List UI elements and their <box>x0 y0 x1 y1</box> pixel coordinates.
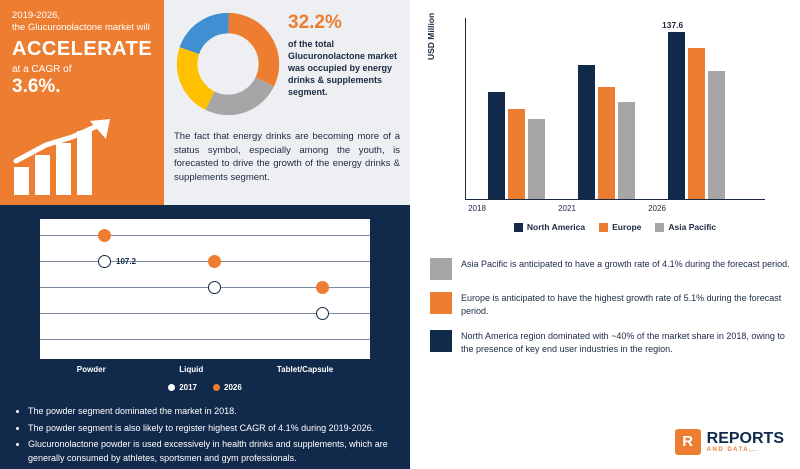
cagr-label: at a CAGR of <box>12 64 72 75</box>
bar-x-tick: 2018 <box>468 204 486 213</box>
legend-swatch-icon <box>599 223 608 232</box>
legend-dot-icon <box>213 384 220 391</box>
segment-share-percent: 32.2% <box>288 12 342 33</box>
legend-label: 2026 <box>224 383 242 392</box>
logo-mark-icon: R <box>675 429 701 455</box>
legend-dot-icon <box>168 384 175 391</box>
dot-2026-tablet <box>316 281 329 294</box>
bar-asia-pacific <box>528 119 545 199</box>
cagr-accelerate-word: ACCELERATE <box>12 38 153 60</box>
bar-chart-y-axis-label: USD Million <box>426 12 436 60</box>
bar-asia-pacific <box>708 71 725 199</box>
bar-asia-pacific <box>618 102 635 199</box>
bar-value-label: 137.6 <box>662 20 684 30</box>
cagr-value: 3.6%. <box>12 76 61 97</box>
logo-tagline: AND DATA,.. <box>706 447 759 453</box>
dot-2017-liquid <box>208 281 221 294</box>
bar-group <box>488 92 545 199</box>
dot-plot-category: Liquid <box>179 365 204 374</box>
bar-chart-plot-area <box>465 18 765 200</box>
bar-europe <box>508 109 525 199</box>
segment-share-panel <box>164 0 410 205</box>
note-north-america <box>430 330 790 356</box>
bar-europe <box>598 87 615 199</box>
logo-name: REPORTS <box>706 430 784 447</box>
dot-plot-category: Tablet/Capsule <box>276 365 334 374</box>
legend-swatch-icon <box>514 223 523 232</box>
dot-plot-gridline <box>40 261 370 262</box>
dot-2026-powder <box>98 229 111 242</box>
dot-plot-category-labels <box>40 365 370 374</box>
note-text: Asia Pacific is anticipated to have a growth rate of 4.1% during the forecast period. <box>461 259 790 269</box>
cagr-highlight-panel <box>0 0 164 205</box>
segment-share-paragraph: The fact that energy drinks are becoming more of a status symbol, especially among the youth, is forecasted to drive the growth of the energy drinks & supplements segment. <box>174 131 400 183</box>
note-text: North America region dominated with ~40% of the market share in 2018, owing to the presence of key end user industries in the region. <box>461 331 785 354</box>
form-segment-panel <box>0 205 410 469</box>
bar-group <box>578 65 635 199</box>
segment-donut-chart <box>174 10 282 118</box>
key-findings-list <box>14 405 402 468</box>
legend-item-asia-pacific <box>655 222 716 232</box>
note-asia-pacific <box>430 258 790 280</box>
bar-north-america <box>488 92 505 199</box>
reports-and-data-logo <box>675 429 784 455</box>
legend-item-europe <box>599 222 641 232</box>
list-item: • The powder segment is also likely to register highest CAGR of 4.1% during 2019-2026. <box>28 422 402 436</box>
bar-europe <box>688 48 705 199</box>
note-color-chip-icon <box>430 330 452 352</box>
bar-north-america <box>668 32 685 199</box>
regional-bar-chart <box>410 0 800 250</box>
list-item: • The powder segment dominated the market in 2018. <box>28 405 402 419</box>
cagr-subtitle: the Glucuronolactone market will <box>12 22 150 33</box>
dot-plot-gridline <box>40 339 370 340</box>
growth-arrow-icon <box>12 119 152 199</box>
legend-label: North America <box>526 222 586 232</box>
bar-north-america <box>578 65 595 199</box>
dot-plot-legend <box>40 383 370 392</box>
dot-plot-chart <box>40 219 370 359</box>
dot-value-label: 107.2 <box>116 257 137 266</box>
dot-2026-liquid <box>208 255 221 268</box>
legend-label: Europe <box>612 222 642 232</box>
dot-plot-category: Powder <box>76 365 106 374</box>
segment-share-description: of the total Glucuronolactone market was occupied by energy drinks & supplements segment. <box>288 39 398 97</box>
dot-2017-tablet <box>316 307 329 320</box>
legend-swatch-icon <box>655 223 664 232</box>
bar-chart-legend <box>465 222 765 232</box>
legend-label: Asia Pacific <box>668 222 717 232</box>
legend-item-2026 <box>213 383 242 392</box>
note-color-chip-icon <box>430 292 452 314</box>
list-item: • Glucuronolactone powder is used excessively in health drinks and supplements, which are generally consumed by athletes, sportsmen and gym professionals. <box>28 438 402 465</box>
bar-group <box>668 32 725 199</box>
legend-item-north-america <box>514 222 585 232</box>
note-europe <box>430 292 790 318</box>
bar-x-tick: 2021 <box>558 204 576 213</box>
regional-notes <box>430 258 790 368</box>
legend-item-2017 <box>168 383 197 392</box>
legend-label: 2017 <box>179 383 197 392</box>
bar-x-tick: 2026 <box>648 204 666 213</box>
note-color-chip-icon <box>430 258 452 280</box>
note-text: Europe is anticipated to have the highest growth rate of 5.1% during the forecast period. <box>461 293 782 316</box>
dot-plot-gridline <box>40 235 370 236</box>
dot-2017-powder <box>98 255 111 268</box>
cagr-period: 2019-2026, <box>12 10 61 21</box>
